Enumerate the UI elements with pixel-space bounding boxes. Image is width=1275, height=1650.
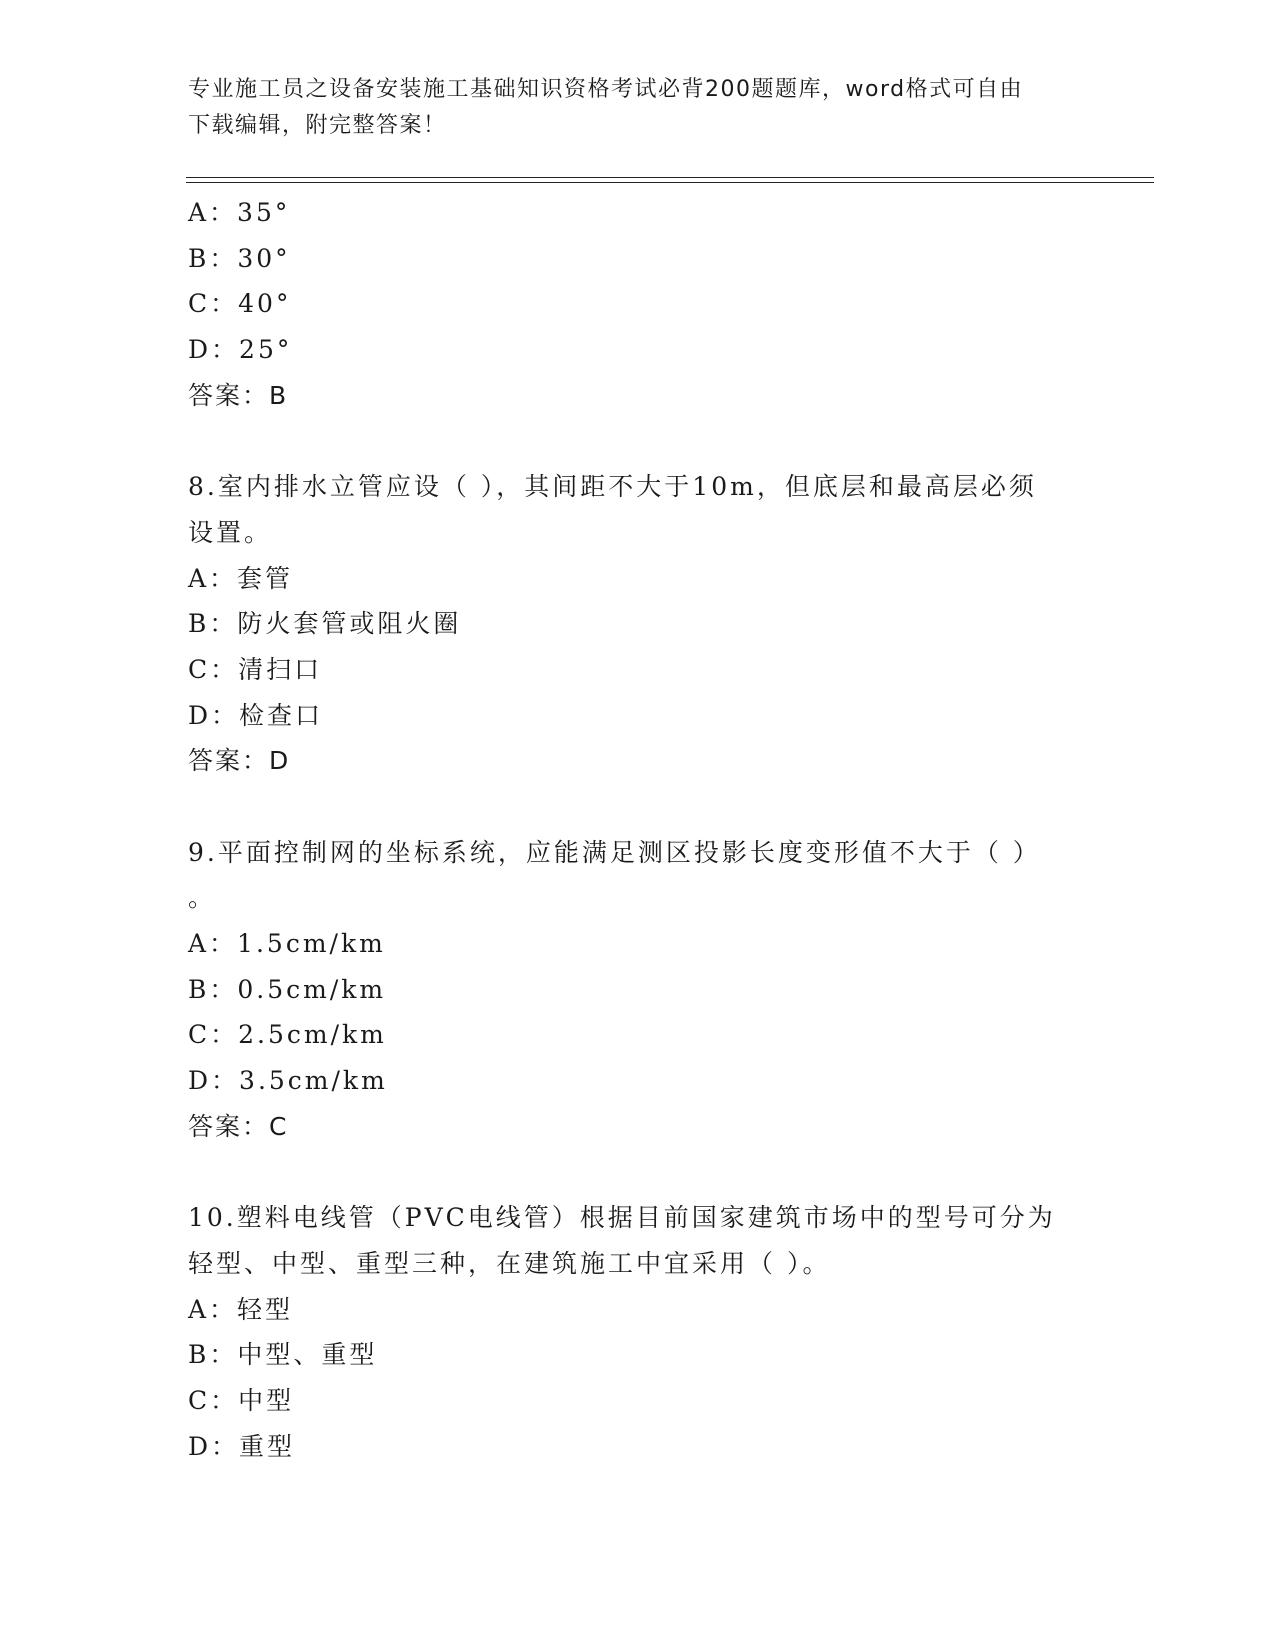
question-stem-line-1: 10.塑料电线管（PVC电线管）根据目前国家建筑市场中的型号可分为 [188, 1203, 1056, 1233]
option-d: D：25° [188, 335, 293, 365]
option-a: A：轻型 [188, 1294, 294, 1324]
option-d: D：重型 [188, 1431, 296, 1461]
header-divider-bottom [186, 182, 1154, 183]
option-a: A：1.5cm/km [188, 929, 386, 958]
option-a: A：套管 [188, 563, 294, 593]
answer-label: 答案：C [188, 1111, 289, 1141]
question-stem-line-2: 轻型、中型、重型三种，在建筑施工中宜采用（ ）。 [188, 1248, 831, 1278]
option-b: B：0.5cm/km [188, 974, 387, 1004]
question-8 [188, 464, 1088, 784]
header-line-1: 专业施工员之设备安装施工基础知识资格考试必背200题题库，word格式可自由 [188, 77, 1024, 102]
document-header [188, 72, 1068, 144]
spacer [188, 1149, 1088, 1195]
option-b: B：30° [188, 243, 291, 273]
answer-label: 答案：B [188, 380, 289, 410]
question-9 [188, 830, 1088, 1150]
question-stem-line-1: 9.平面控制网的坐标系统，应能满足测区投影长度变形值不大于（ ） [188, 837, 1041, 867]
question-stem-line-2: 。 [188, 883, 217, 913]
option-c: C：2.5cm/km [188, 1020, 387, 1050]
question-stem-line-1: 8.室内排水立管应设（ ），其间距不大于10m，但底层和最高层必须 [188, 472, 1037, 502]
option-d: D：检查口 [188, 700, 324, 730]
question-list [188, 190, 1088, 1469]
option-b: B：防火套管或阻火圈 [188, 609, 462, 639]
question-stem-line-2: 设置。 [188, 517, 273, 547]
option-d: D：3.5cm/km [188, 1066, 388, 1096]
question-7 [188, 190, 1088, 418]
option-b: B：中型、重型 [188, 1340, 378, 1370]
question-10 [188, 1195, 1088, 1469]
spacer [188, 784, 1088, 830]
answer-label: 答案：D [188, 746, 291, 776]
header-divider-top [186, 177, 1154, 178]
header-line-2: 下载编辑，附完整答案！ [188, 113, 447, 138]
option-c: C：清扫口 [188, 654, 323, 684]
option-c: C：40° [188, 289, 292, 319]
spacer [188, 418, 1088, 464]
option-c: C：中型 [188, 1385, 295, 1415]
option-a: A：35° [188, 198, 291, 227]
